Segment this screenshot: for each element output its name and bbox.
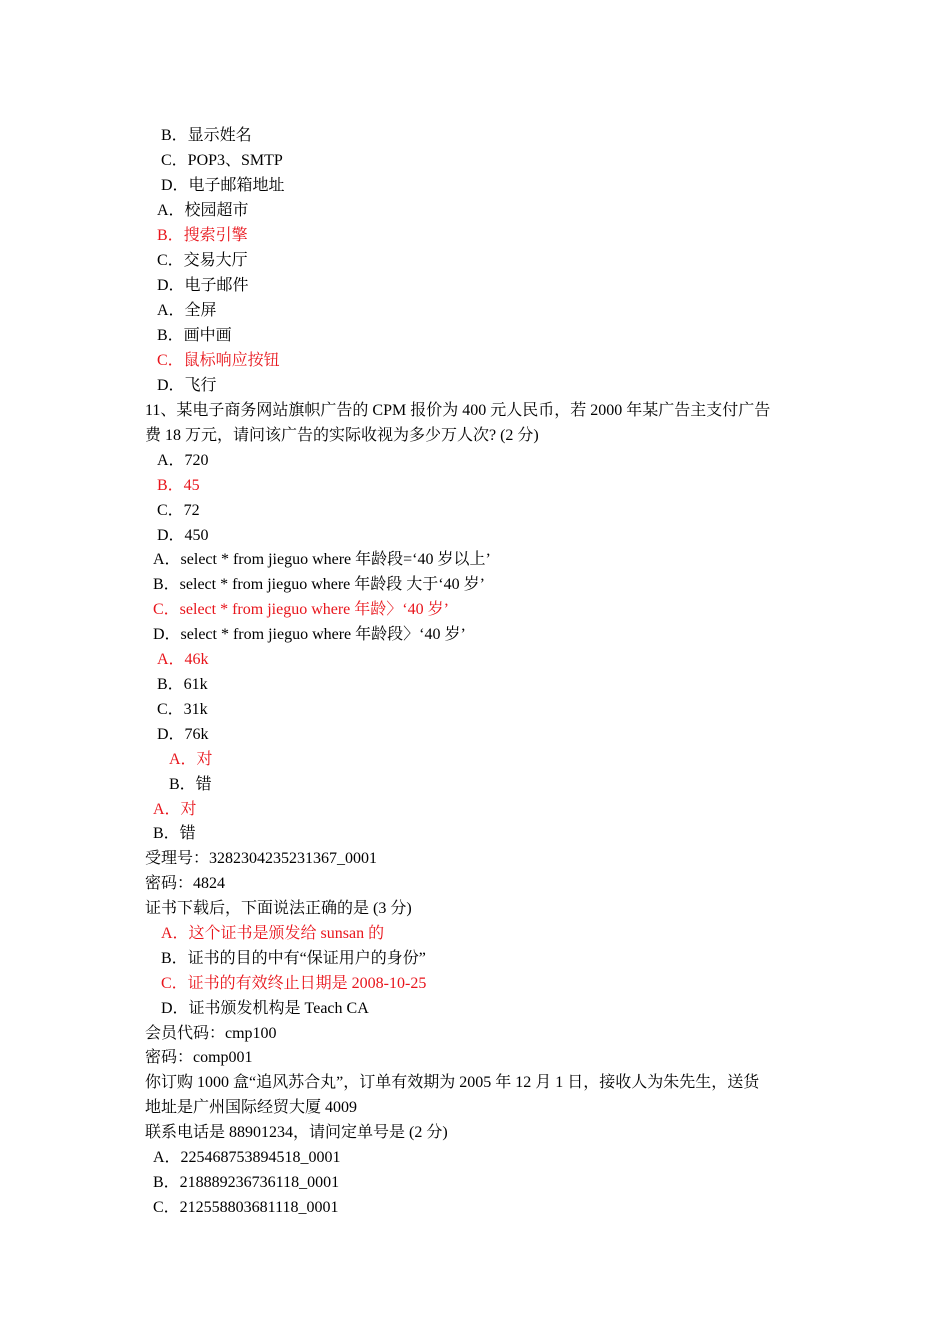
option-line: D．450	[157, 527, 209, 544]
correct-option-line: C．鼠标响应按钮	[157, 352, 280, 369]
correct-option-line: A．对	[169, 751, 213, 768]
option-line: B．证书的目的中有“保证用户的身份”	[161, 950, 426, 967]
option-line: B．select * from jieguo where 年龄段 大于‘40 岁’	[153, 576, 485, 593]
option-line: A．全屏	[157, 302, 217, 319]
question-text: 费 18 万元，请问该广告的实际收视为多少万人次? (2 分)	[145, 427, 539, 444]
option-line: B．显示姓名	[161, 127, 252, 144]
info-text: 密码：4824	[145, 875, 226, 892]
correct-option-line: B．45	[157, 477, 200, 494]
question-text: 11、某电子商务网站旗帜广告的 CPM 报价为 400 元人民币，若 2000 年某广告主支付广告	[145, 402, 771, 419]
option-line: A．720	[157, 452, 209, 469]
option-line: C．212558803681118_0001	[153, 1199, 339, 1216]
info-text: 密码：comp001	[145, 1049, 253, 1066]
option-line: C．交易大厅	[157, 252, 248, 269]
option-line: D．电子邮箱地址	[161, 177, 285, 194]
option-line: C．72	[157, 502, 200, 519]
option-line: C．POP3、SMTP	[161, 152, 283, 169]
question-text: 你订购 1000 盒“追风苏合丸”，订单有效期为 2005 年 12 月 1 日，接收人为朱先生，送货	[145, 1074, 760, 1091]
option-line: D．76k	[157, 726, 209, 743]
info-text: 会员代码：cmp100	[145, 1025, 277, 1042]
option-line: D．证书颁发机构是 Teach CA	[161, 1000, 369, 1017]
option-line: B．错	[153, 825, 196, 842]
option-line: B．错	[169, 776, 212, 793]
option-line: A．225468753894518_0001	[153, 1149, 341, 1166]
correct-option-line: A．对	[153, 801, 197, 818]
correct-option-line: A．这个证书是颁发给 sunsan 的	[161, 925, 385, 942]
option-line: D．飞行	[157, 377, 217, 394]
question-text: 联系电话是 88901234，请问定单号是 (2 分)	[145, 1124, 448, 1141]
option-line: A．select * from jieguo where 年龄段=‘40 岁以上’	[153, 551, 491, 568]
question-text: 地址是广州国际经贸大厦 4009	[145, 1099, 358, 1116]
option-line: B．画中画	[157, 327, 232, 344]
option-line: D．电子邮件	[157, 277, 249, 294]
option-line: B．218889236736118_0001	[153, 1174, 340, 1191]
question-text: 证书下载后，下面说法正确的是 (3 分)	[145, 900, 412, 917]
option-line: A．校园超市	[157, 202, 249, 219]
correct-option-line: B．搜索引擎	[157, 227, 248, 244]
correct-option-line: C．select * from jieguo where 年龄〉‘40 岁’	[153, 601, 449, 618]
option-line: D．select * from jieguo where 年龄段〉‘40 岁’	[153, 626, 466, 643]
info-text: 受理号：3282304235231367_0001	[145, 850, 378, 867]
correct-option-line: A．46k	[157, 651, 209, 668]
option-line: C．31k	[157, 701, 208, 718]
option-line: B．61k	[157, 676, 208, 693]
correct-option-line: C．证书的有效终止日期是 2008-10-25	[161, 975, 427, 992]
